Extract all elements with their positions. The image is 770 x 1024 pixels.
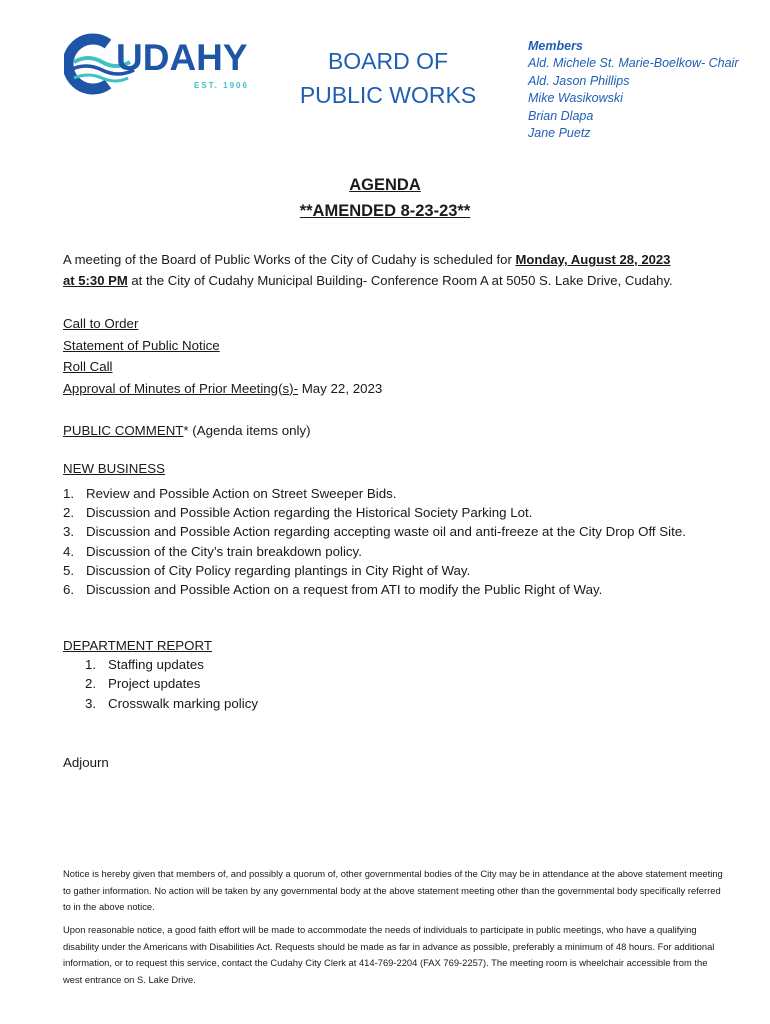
- logo-established: EST. 1906: [194, 81, 249, 90]
- meeting-date: Monday, August 28, 2023: [515, 252, 671, 267]
- agenda-heading: AGENDA: [349, 176, 421, 194]
- new-business-heading-wrap: [63, 458, 165, 480]
- item-number: 2.: [85, 676, 97, 692]
- approval-of-minutes: Approval of Minutes of Prior Meeting(s)-: [63, 380, 299, 396]
- meeting-location: at the City of Cudahy Municipal Building- Conference Room A at 5050 S. Lake Drive, Cudahy.: [127, 273, 673, 288]
- opening-items: [63, 313, 382, 399]
- intro-text: A meeting of the Board of Public Works of the City of Cudahy is scheduled for: [63, 252, 516, 267]
- member-item: Ald. Jason Phillips: [528, 73, 630, 88]
- item-text: Discussion and Possible Action regarding accepting waste oil and anti-freeze at the City Drop Off Site.: [86, 524, 686, 540]
- item-text: Review and Possible Action on Street Sweeper Bids.: [86, 486, 397, 501]
- public-comment-note: * (Agenda items only): [183, 423, 311, 438]
- meeting-time: at 5:30 PM: [63, 273, 128, 288]
- department-report: [63, 636, 258, 713]
- item-number: 4.: [63, 543, 75, 559]
- member-item: Jane Puetz: [528, 126, 591, 141]
- list-item: [63, 503, 686, 522]
- item-number: 3.: [63, 524, 75, 540]
- roll-call: Roll Call: [63, 359, 113, 374]
- member-item: Mike Wasikowski: [528, 91, 623, 106]
- call-to-order: Call to Order: [63, 316, 139, 331]
- logo-wordmark: UDAHY: [116, 37, 248, 78]
- list-item: [63, 561, 686, 580]
- board-line-2: PUBLIC WORKS: [299, 82, 477, 108]
- department-report-heading: DEPARTMENT REPORT: [63, 638, 212, 653]
- item-text: Staffing updates: [108, 657, 204, 673]
- board-line-1: BOARD OF: [327, 48, 449, 74]
- list-item: [63, 580, 686, 599]
- item-number: 1.: [85, 657, 97, 673]
- item-number: 2.: [63, 505, 75, 521]
- item-number: 5.: [63, 562, 75, 578]
- list-item: [85, 655, 258, 674]
- member-item: Brian Dlapa: [528, 108, 594, 123]
- item-text: Discussion of City Policy regarding plantings in City Right of Way.: [86, 562, 471, 578]
- amended-heading: **AMENDED 8-23-23**: [299, 202, 471, 220]
- list-item: [63, 484, 686, 503]
- item-number: 3.: [85, 695, 97, 711]
- item-number: 6.: [63, 582, 75, 598]
- item-text: Project updates: [108, 676, 201, 692]
- cudahy-logo: [64, 32, 260, 98]
- minutes-date: May 22, 2023: [298, 380, 383, 396]
- list-item: [85, 674, 258, 693]
- accessibility-notice: Upon reasonable notice, a good faith effort will be made to accommodate the needs of individuals to participate in public meetings, who have a qualifying disability under the Americans with Disabilities Act. Requests should be made as far in advance as possible, preferably a minimum of 48 hours. For additional information, or to request this service, contact the Cudahy City Clerk at 414-769-2204 (FAX 769-2257). The meeting room is wheelchair accessible from the west entrance on S. Lake Drive.: [63, 924, 715, 985]
- quorum-notice: Notice is hereby given that members of, and possibly a quorum of, other governmental bodies of the City may be in attendance at the above statement meeting to gather information. No action will be taken by any governmental body at the above statement meeting other than the governmental body specifically referred to in the above notice.: [63, 868, 723, 913]
- meeting-intro: [63, 249, 723, 291]
- item-text: Discussion of the City’s train breakdown policy.: [86, 543, 362, 559]
- new-business-heading: NEW BUSINESS: [63, 461, 165, 476]
- item-text: Discussion and Possible Action on a request from ATI to modify the Public Right of Way.: [86, 582, 603, 598]
- list-item: [63, 542, 686, 561]
- public-comment: [63, 420, 311, 442]
- member-item: Ald. Michele St. Marie-Boelkow- Chair: [528, 56, 739, 71]
- agenda-title: [0, 172, 770, 224]
- members-list: [528, 38, 768, 142]
- adjourn: Adjourn: [63, 755, 109, 770]
- item-text: Crosswalk marking policy: [108, 695, 258, 711]
- list-item: [85, 694, 258, 713]
- members-heading: Members: [528, 39, 583, 53]
- public-comment-label: PUBLIC COMMENT: [63, 423, 184, 438]
- new-business-list: [63, 484, 686, 599]
- list-item: [63, 522, 686, 541]
- cudahy-wave-emblem-icon: [64, 32, 260, 98]
- item-number: 1.: [63, 486, 75, 501]
- item-text: Discussion and Possible Action regarding the Historical Society Parking Lot.: [86, 505, 533, 521]
- statement-of-notice: Statement of Public Notice: [63, 337, 220, 353]
- board-heading: [296, 44, 480, 112]
